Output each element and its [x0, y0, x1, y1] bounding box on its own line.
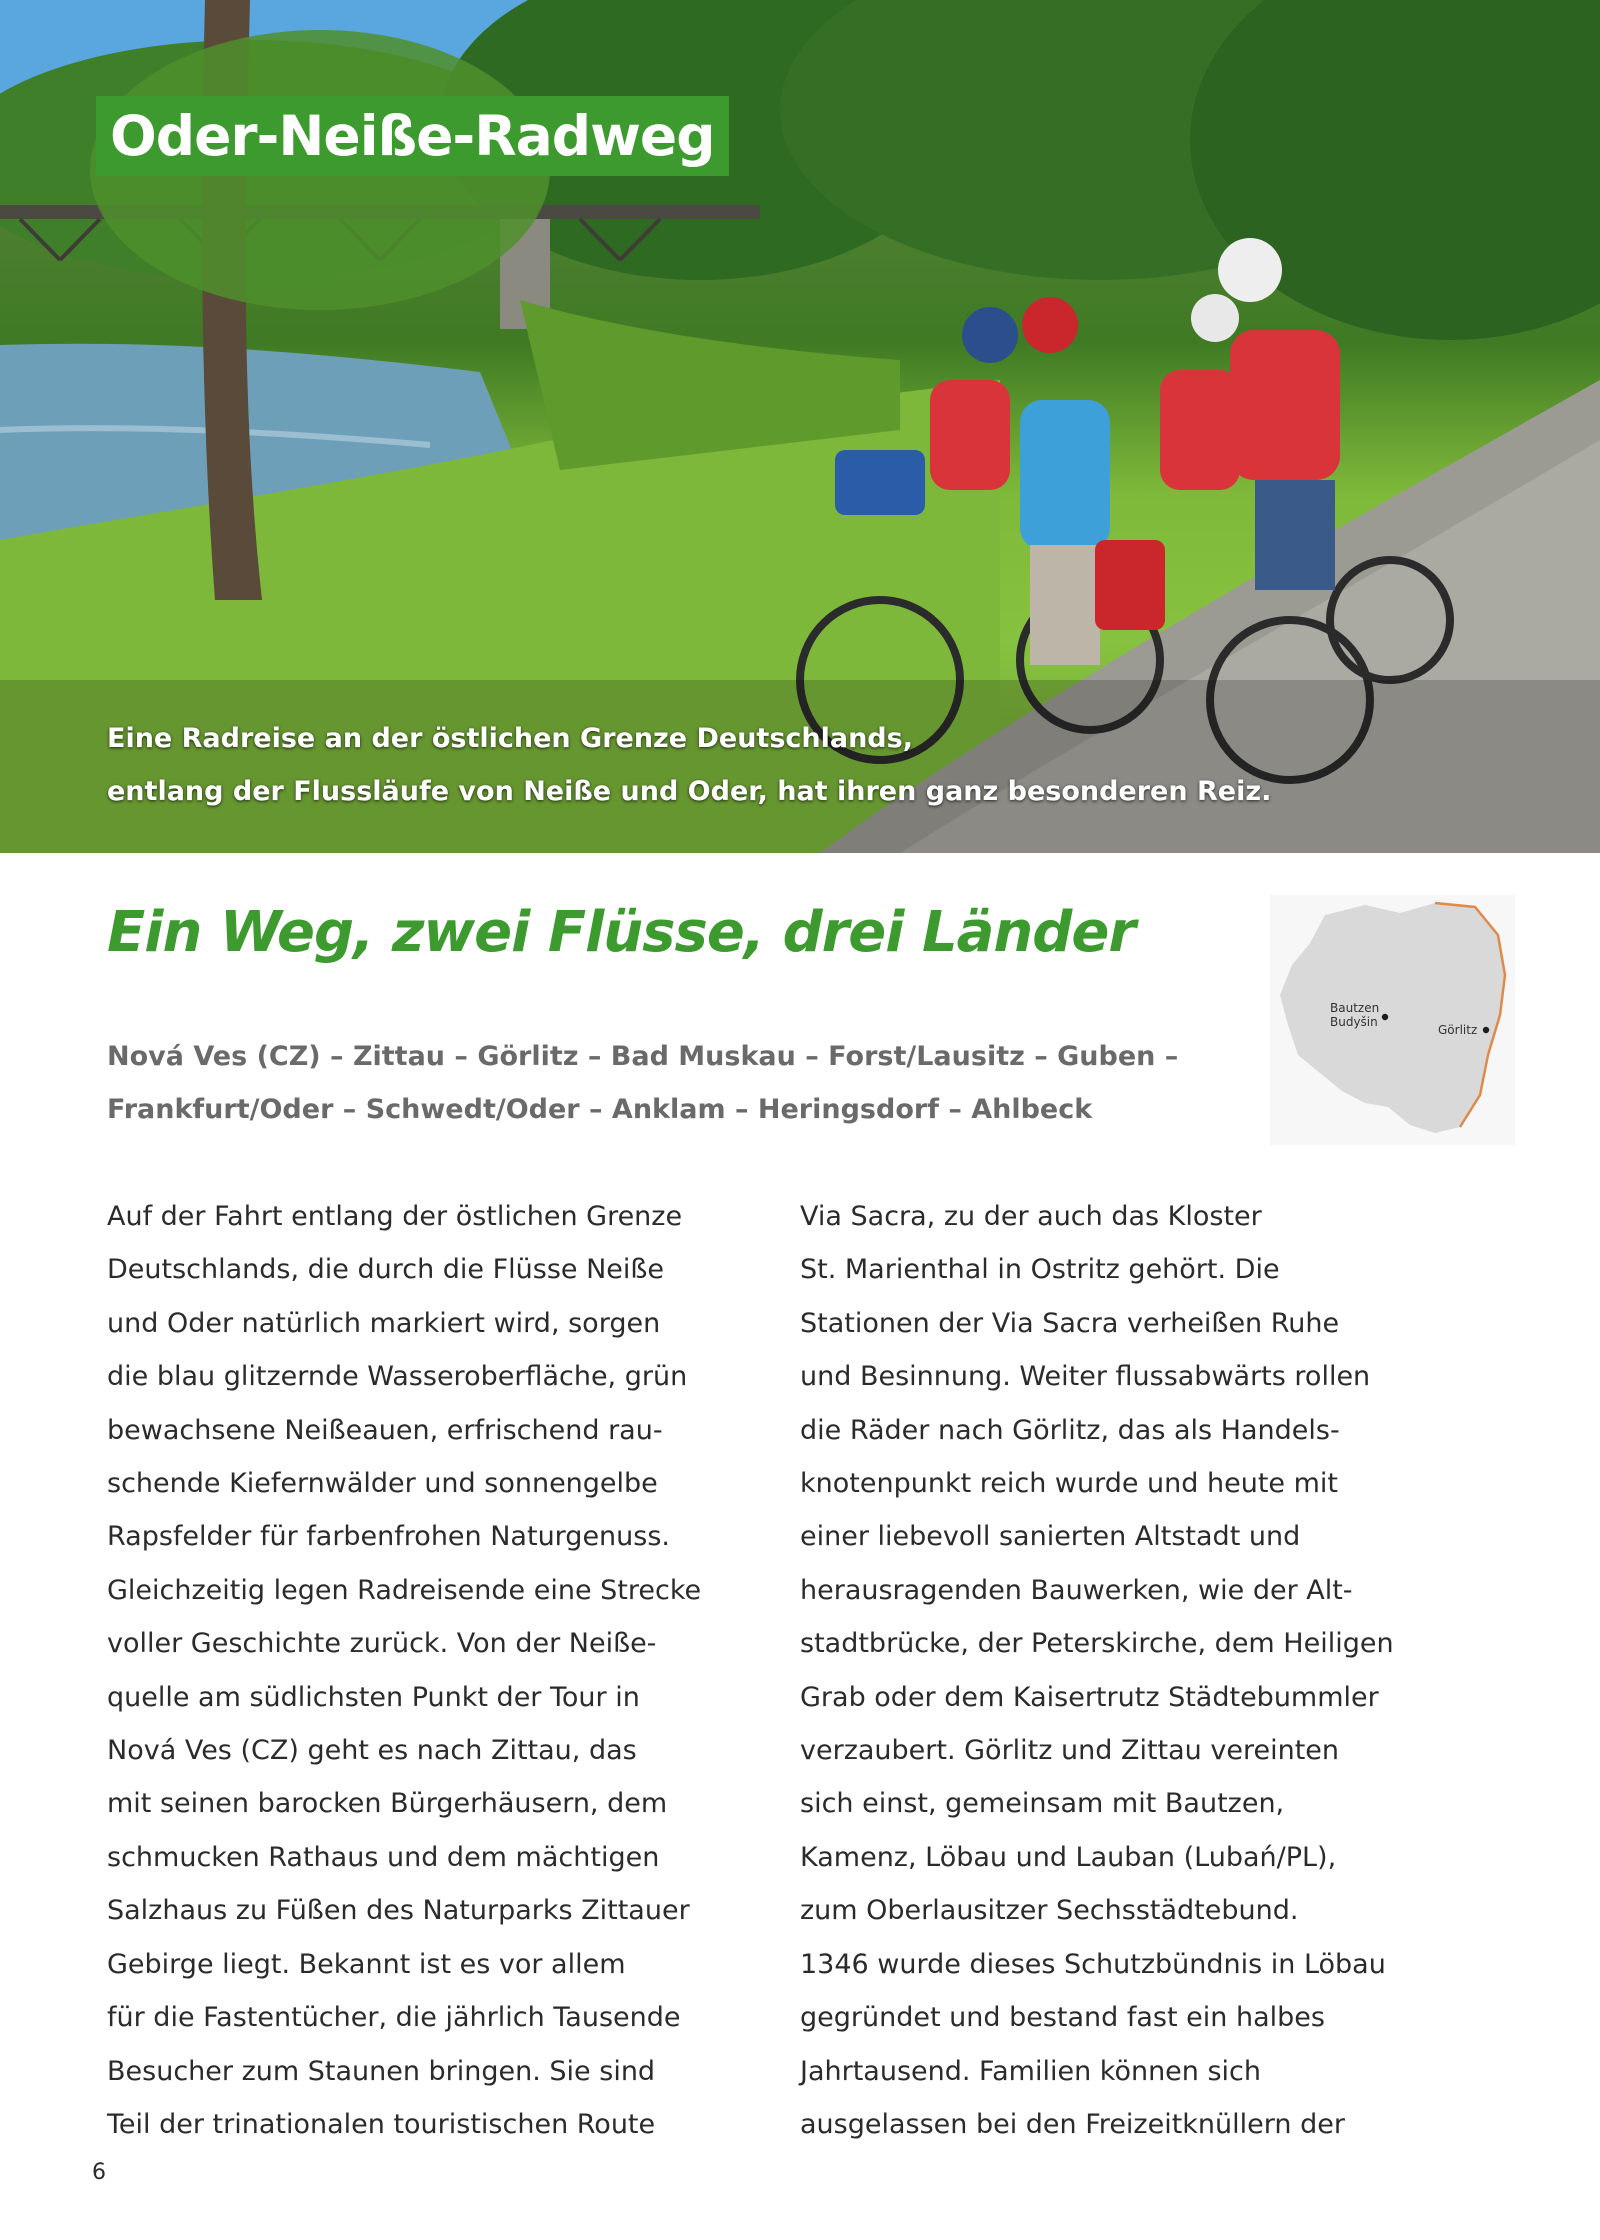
- hero-caption-line: Eine Radreise an der östlichen Grenze Deutschlands,: [107, 723, 913, 754]
- body-text-line: ausgelassen bei den Freizeitknüllern der: [800, 2108, 1345, 2140]
- body-text-line: Auf der Fahrt entlang der östlichen Grenze: [107, 1201, 683, 1232]
- body-text-line: Jahrtausend. Familien können sich: [800, 2055, 1262, 2087]
- body-text-line: quelle am südlichsten Punkt der Tour in: [107, 1681, 640, 1713]
- body-text-line: Salzhaus zu Füßen des Naturparks Zittauer: [107, 1895, 690, 1927]
- body-text-line: gegründet und bestand fast ein halbes: [800, 2002, 1325, 2034]
- body-text-line: 1346 wurde dieses Schutzbündnis in Löbau: [800, 1948, 1386, 1980]
- map-label-budysin: Budyšin: [1330, 1015, 1378, 1029]
- body-text-line: Rapsfelder für farbenfrohen Naturgenuss.: [107, 1521, 670, 1553]
- hero-title-badge: Oder-Neiße-Radweg: [96, 96, 729, 176]
- body-text-line: mit seinen barocken Bürgerhäusern, dem: [107, 1788, 668, 1820]
- body-text-line: herausragenden Bauwerken, wie der Alt-: [800, 1574, 1353, 1606]
- page-number: 6: [92, 2160, 106, 2185]
- body-text-line: und Besinnung. Weiter flussabwärts rollen: [800, 1361, 1371, 1393]
- map-marker-goerlitz: [1483, 1027, 1489, 1033]
- body-text-line: Kamenz, Löbau und Lauban (Lubań/PL),: [800, 1841, 1337, 1873]
- body-text-line: Stationen der Via Sacra verheißen Ruhe: [800, 1307, 1340, 1339]
- body-text-line: zum Oberlausitzer Sechsstädtebund.: [800, 1895, 1299, 1927]
- body-text-line: schende Kiefernwälder und sonnengelbe: [107, 1468, 658, 1500]
- body-text-line: Gleichzeitig legen Radreisende eine Strecke: [107, 1574, 702, 1606]
- body-text-line: sich einst, gemeinsam mit Bautzen,: [800, 1788, 1285, 1820]
- body-column-left: [107, 1190, 747, 2151]
- body-text-line: Teil der trinationalen touristischen Route: [107, 2108, 656, 2140]
- body-text-line: Deutschlands, die durch die Flüsse Neiße: [107, 1254, 665, 1286]
- hero-photo: [0, 0, 1600, 853]
- body-text-line: Nová Ves (CZ) geht es nach Zittau, das: [107, 1735, 637, 1767]
- body-text-line: knotenpunkt reich wurde und heute mit: [800, 1468, 1339, 1500]
- body-text-line: St. Marienthal in Ostritz gehört. Die: [800, 1254, 1280, 1286]
- section-heading: Ein Weg, zwei Flüsse, drei Länder: [107, 900, 1135, 965]
- hero-caption: [107, 712, 1307, 818]
- body-text-line: Via Sacra, zu der auch das Kloster: [800, 1201, 1262, 1232]
- body-text-line: und Oder natürlich markiert wird, sorgen: [107, 1307, 661, 1339]
- route-line: Nová Ves (CZ) – Zittau – Görlitz – Bad Muskau – Forst/Lausitz – Guben –: [107, 1041, 1179, 1072]
- body-text-line: schmucken Rathaus und dem mächtigen: [107, 1841, 660, 1873]
- hero-caption-line: entlang der Flussläufe von Neiße und Oder, hat ihren ganz besonderen Reiz.: [107, 776, 1272, 807]
- body-text-line: die Räder nach Görlitz, das als Handels-: [800, 1414, 1340, 1446]
- body-text-line: stadtbrücke, der Peterskirche, dem Heiligen: [800, 1628, 1394, 1660]
- body-text-line: bewachsene Neißeauen, erfrischend rau-: [107, 1414, 663, 1446]
- body-column-right: [800, 1190, 1440, 2151]
- body-text-line: voller Geschichte zurück. Von der Neiße-: [107, 1628, 657, 1660]
- body-text-line: für die Fastentücher, die jährlich Tausende: [107, 2002, 681, 2034]
- body-text-line: einer liebevoll sanierten Altstadt und: [800, 1521, 1301, 1553]
- map-label-goerlitz: Görlitz: [1438, 1023, 1478, 1037]
- body-text-line: Gebirge liegt. Bekannt ist es vor allem: [107, 1948, 626, 1980]
- region-map: [1270, 895, 1515, 1145]
- body-text-line: Grab oder dem Kaisertrutz Städtebummler: [800, 1681, 1379, 1713]
- map-label-bautzen: Bautzen: [1330, 1001, 1380, 1015]
- route-stations: [107, 1030, 1187, 1136]
- body-text-line: Besucher zum Staunen bringen. Sie sind: [107, 2055, 656, 2087]
- route-line: Frankfurt/Oder – Schwedt/Oder – Anklam – Heringsdorf – Ahlbeck: [107, 1094, 1093, 1125]
- body-text-line: die blau glitzernde Wasseroberfläche, grün: [107, 1361, 688, 1393]
- body-text-line: verzaubert. Görlitz und Zittau vereinten: [800, 1735, 1339, 1767]
- map-marker-bautzen: [1382, 1014, 1388, 1020]
